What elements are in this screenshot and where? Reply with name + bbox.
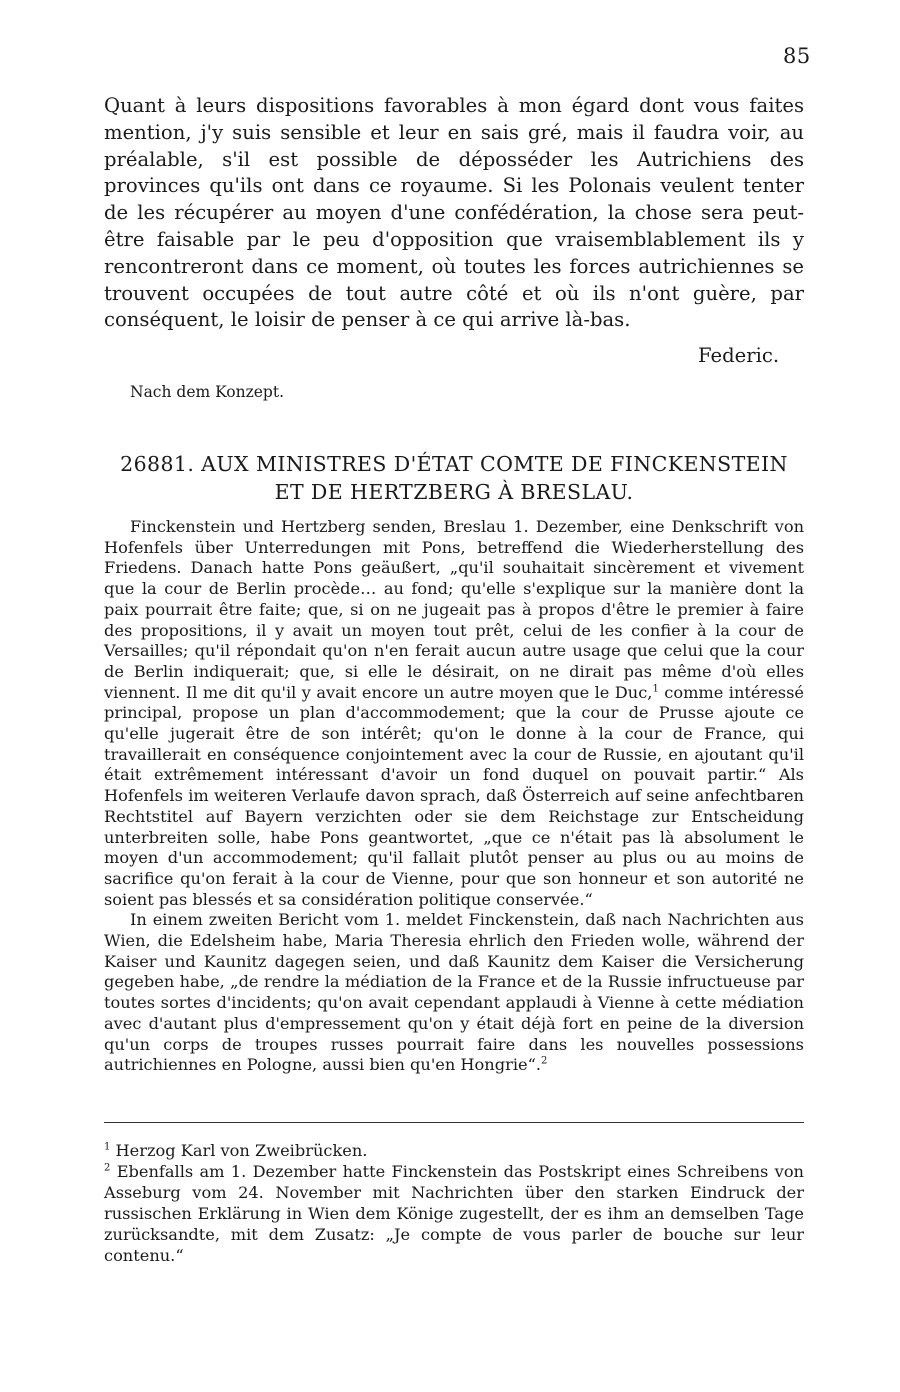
- footnote-ref: 1: [652, 683, 659, 695]
- footnote-divider: [104, 1122, 804, 1123]
- summary-text: Finckenstein und Hertzberg senden, Breslau 1. Dezember, eine Denkschrift von Hofenfels über Unterredungen mit Pons, betreffend die Wiederherstellung des Friedens. Danach hatte Pons geäußert, „qu'il souhaitait sincèrement et vivement que la cour de Berlin procède… au fond; qu'elle s'explique sur la manière dont la paix pourrait être faite; que, si on ne jugeait pas à propos d'être le premier à faire des propositions, il y avait un moyen tout prêt, celui de les confier à la cour de Versailles; qu'il répondait qu'on n'en ferait aucun autre usage que celui que la cour de Berlin indiquerait; que, si elle le désirait, on ne dirait pas même d'où elles viennent. Il me dit qu'il y avait encore un autre moyen que le Duc,: [104, 517, 804, 702]
- footnotes: [104, 1140, 804, 1266]
- signature: Federic.: [698, 344, 780, 367]
- footnote-text: Herzog Karl von Zweibrücken.: [110, 1141, 368, 1160]
- summary-text: comme intéressé principal, propose un plan d'accommodement; que la cour de Prusse ajoute ce qu'elle jugerait être de son intérêt; qu'on le donne à la cour de France, qui travaillerait en conséquence conjointement avec la cour de Russie, en ajoutant qu'il était extrêmement intéressant d'avoir un fond duquel on pouvait partir.“ Als Hofenfels im weiteren Verlaufe davon sprach, daß Österreich auf seine anfechtbaren Rechtstitel auf Bayern verzichten oder sie dem Reichstage zur Entscheidung unterbreiten solle, habe Pons geantwortet, „que ce n'était pas là absolument le moyen d'un accommodement; qu'il fallait plutôt penser au plus ou au moins de sacrifice qu'on ferait à la cour de Vienne, pour que son honneur et son autorité ne soient pas blessés et sa considération politique conservée.“: [104, 682, 804, 909]
- footnote: [104, 1161, 804, 1266]
- letter-heading: 26881. AUX MINISTRES D'ÉTAT COMTE DE FINCKENSTEIN ET DE HERTZBERG À BRESLAU.: [120, 452, 788, 504]
- footnote: [104, 1140, 804, 1161]
- footnote-marker: 1: [104, 1141, 111, 1153]
- source-note: Nach dem Konzept.: [130, 383, 285, 401]
- summary-paragraph: [104, 910, 804, 1076]
- summary-text: In einem zweiten Bericht vom 1. meldet Finckenstein, daß nach Nachrichten aus Wien, die Edelsheim habe, Maria Theresia ehrlich den Frieden wolle, während der Kaiser und Kaunitz dagegen seien, und daß Kaunitz dem Kaiser die Versicherung gegeben habe, „de rendre la médiation de la France et de la Russie infructueuse par toutes sortes d'incidents; qu'on avait cependant applaudi à Vienne à cette médiation avec d'autant plus d'empressement qu'on y était déjà fort en peine de la diversion qu'un corps de troupes russes pourrait faire dans les nouvelles possessions autrichiennes en Pologne, aussi bien qu'en Hongrie“.: [104, 910, 804, 1075]
- letter-body: Quant à leurs dispositions favorables à mon égard dont vous faites mention, j'y suis sensible et leur en sais gré, mais il faudra voir, au préalable, s'il est possible de déposséder les Autrichiens des provinces qu'ils ont dans ce royaume. Si les Polonais veulent tenter de les récupérer au moyen d'une confédération, la chose sera peut-être faisable par le peu d'opposition que vraisemblablement ils y rencontreront dans ce moment, où toutes les forces autrichiennes se trouvent occupées de tout autre côté et où ils n'ont guère, par conséquent, le loisir de penser à ce qui arrive là-bas.: [104, 94, 804, 332]
- page-number: 85: [783, 44, 811, 68]
- summary-paragraph: [104, 517, 804, 910]
- editorial-summary: [104, 517, 804, 1076]
- footnote-ref: 2: [541, 1055, 548, 1067]
- footnote-marker: 2: [104, 1162, 111, 1174]
- footnote-text: Ebenfalls am 1. Dezember hatte Finckenstein das Postskript eines Schreibens von Asseburg vom 24. November mit Nachrichten über den starken Eindruck der russischen Erklärung in Wien dem Könige zugestellt, der es ihm an demselben Tage zurücksandte, mit dem Zusatz: „Je compte de vous parler de bouche sur leur contenu.“: [104, 1162, 804, 1265]
